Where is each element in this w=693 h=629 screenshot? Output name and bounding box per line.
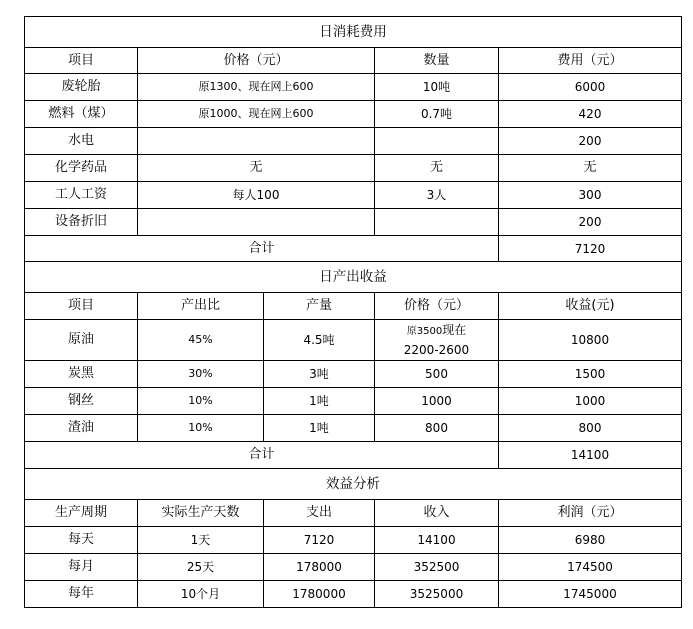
cost-header-item: 项目 bbox=[25, 48, 138, 74]
analysis-header-days: 实际生产天数 bbox=[138, 500, 264, 527]
output-revenue: 800 bbox=[499, 415, 682, 442]
output-ratio: 10% bbox=[138, 388, 264, 415]
output-header-item: 项目 bbox=[25, 293, 138, 320]
cost-value: 200 bbox=[499, 128, 682, 155]
analysis-profit: 1745000 bbox=[499, 581, 682, 608]
cost-qty bbox=[375, 209, 499, 236]
output-price-now-label: 现在 bbox=[442, 323, 467, 337]
cost-item: 设备折旧 bbox=[25, 209, 138, 236]
output-section-title-row bbox=[25, 262, 682, 293]
output-price bbox=[375, 320, 499, 361]
cost-header-price: 价格（元） bbox=[138, 48, 375, 74]
output-revenue: 10800 bbox=[499, 320, 682, 361]
spreadsheet bbox=[24, 16, 681, 608]
output-price: 800 bbox=[375, 415, 499, 442]
table-row bbox=[25, 320, 682, 361]
analysis-section-title: 效益分析 bbox=[25, 469, 682, 500]
output-total-row bbox=[25, 442, 682, 469]
output-yield: 1吨 bbox=[264, 415, 375, 442]
analysis-header-row bbox=[25, 500, 682, 527]
output-header-price: 价格（元） bbox=[375, 293, 499, 320]
cost-value: 无 bbox=[499, 155, 682, 182]
analysis-days: 10个月 bbox=[138, 581, 264, 608]
cost-qty: 3人 bbox=[375, 182, 499, 209]
output-price: 1000 bbox=[375, 388, 499, 415]
cost-value: 6000 bbox=[499, 74, 682, 101]
cost-value: 200 bbox=[499, 209, 682, 236]
cost-header-qty: 数量 bbox=[375, 48, 499, 74]
output-yield: 3吨 bbox=[264, 361, 375, 388]
output-revenue: 1500 bbox=[499, 361, 682, 388]
analysis-income: 352500 bbox=[375, 554, 499, 581]
cost-item: 燃料（煤） bbox=[25, 101, 138, 128]
analysis-expense: 7120 bbox=[264, 527, 375, 554]
cost-price: 每人100 bbox=[138, 182, 375, 209]
output-total-value: 14100 bbox=[499, 442, 682, 469]
cost-header-row bbox=[25, 48, 682, 74]
output-header-ratio: 产出比 bbox=[138, 293, 264, 320]
cost-item: 水电 bbox=[25, 128, 138, 155]
table-row bbox=[25, 74, 682, 101]
cost-price: 原1300、现在网上600 bbox=[138, 74, 375, 101]
output-price: 500 bbox=[375, 361, 499, 388]
output-item: 钢丝 bbox=[25, 388, 138, 415]
cost-price: 原1000、现在网上600 bbox=[138, 101, 375, 128]
table-row bbox=[25, 209, 682, 236]
analysis-period: 每天 bbox=[25, 527, 138, 554]
table-row bbox=[25, 155, 682, 182]
output-yield: 1吨 bbox=[264, 388, 375, 415]
output-ratio: 10% bbox=[138, 415, 264, 442]
cost-price: 无 bbox=[138, 155, 375, 182]
analysis-period: 每年 bbox=[25, 581, 138, 608]
table-row bbox=[25, 361, 682, 388]
cost-header-cost: 费用（元） bbox=[499, 48, 682, 74]
output-total-label: 合计 bbox=[25, 442, 499, 469]
analysis-expense: 178000 bbox=[264, 554, 375, 581]
output-price-old: 原3500 bbox=[406, 326, 443, 337]
analysis-profit: 6980 bbox=[499, 527, 682, 554]
output-item: 原油 bbox=[25, 320, 138, 361]
output-ratio: 30% bbox=[138, 361, 264, 388]
cost-qty: 无 bbox=[375, 155, 499, 182]
cost-benefit-table bbox=[24, 16, 682, 608]
cost-qty bbox=[375, 128, 499, 155]
table-row bbox=[25, 581, 682, 608]
cost-price bbox=[138, 209, 375, 236]
cost-value: 420 bbox=[499, 101, 682, 128]
output-header-row bbox=[25, 293, 682, 320]
cost-qty: 10吨 bbox=[375, 74, 499, 101]
analysis-days: 1天 bbox=[138, 527, 264, 554]
analysis-header-profit: 利润（元） bbox=[499, 500, 682, 527]
output-revenue: 1000 bbox=[499, 388, 682, 415]
cost-qty: 0.7吨 bbox=[375, 101, 499, 128]
table-row bbox=[25, 527, 682, 554]
table-row bbox=[25, 101, 682, 128]
cost-item: 废轮胎 bbox=[25, 74, 138, 101]
table-row bbox=[25, 388, 682, 415]
analysis-header-period: 生产周期 bbox=[25, 500, 138, 527]
output-section-title: 日产出收益 bbox=[25, 262, 682, 293]
output-yield: 4.5吨 bbox=[264, 320, 375, 361]
cost-total-value: 7120 bbox=[499, 236, 682, 262]
analysis-profit: 174500 bbox=[499, 554, 682, 581]
cost-total-label: 合计 bbox=[25, 236, 499, 262]
output-header-revenue: 收益(元) bbox=[499, 293, 682, 320]
analysis-section-title-row bbox=[25, 469, 682, 500]
table-row bbox=[25, 554, 682, 581]
analysis-days: 25天 bbox=[138, 554, 264, 581]
analysis-expense: 1780000 bbox=[264, 581, 375, 608]
cost-item: 工人工资 bbox=[25, 182, 138, 209]
cost-value: 300 bbox=[499, 182, 682, 209]
output-price-range: 2200-2600 bbox=[403, 343, 470, 357]
cost-section-title-row bbox=[25, 17, 682, 48]
cost-price bbox=[138, 128, 375, 155]
table-row bbox=[25, 415, 682, 442]
analysis-period: 每月 bbox=[25, 554, 138, 581]
table-row bbox=[25, 182, 682, 209]
output-header-yield: 产量 bbox=[264, 293, 375, 320]
cost-item: 化学药品 bbox=[25, 155, 138, 182]
output-ratio: 45% bbox=[138, 320, 264, 361]
cost-section-title: 日消耗费用 bbox=[25, 17, 682, 48]
analysis-income: 14100 bbox=[375, 527, 499, 554]
output-item: 炭黑 bbox=[25, 361, 138, 388]
analysis-header-income: 收入 bbox=[375, 500, 499, 527]
output-item: 渣油 bbox=[25, 415, 138, 442]
analysis-header-expense: 支出 bbox=[264, 500, 375, 527]
table-row bbox=[25, 128, 682, 155]
cost-total-row bbox=[25, 236, 682, 262]
analysis-income: 3525000 bbox=[375, 581, 499, 608]
